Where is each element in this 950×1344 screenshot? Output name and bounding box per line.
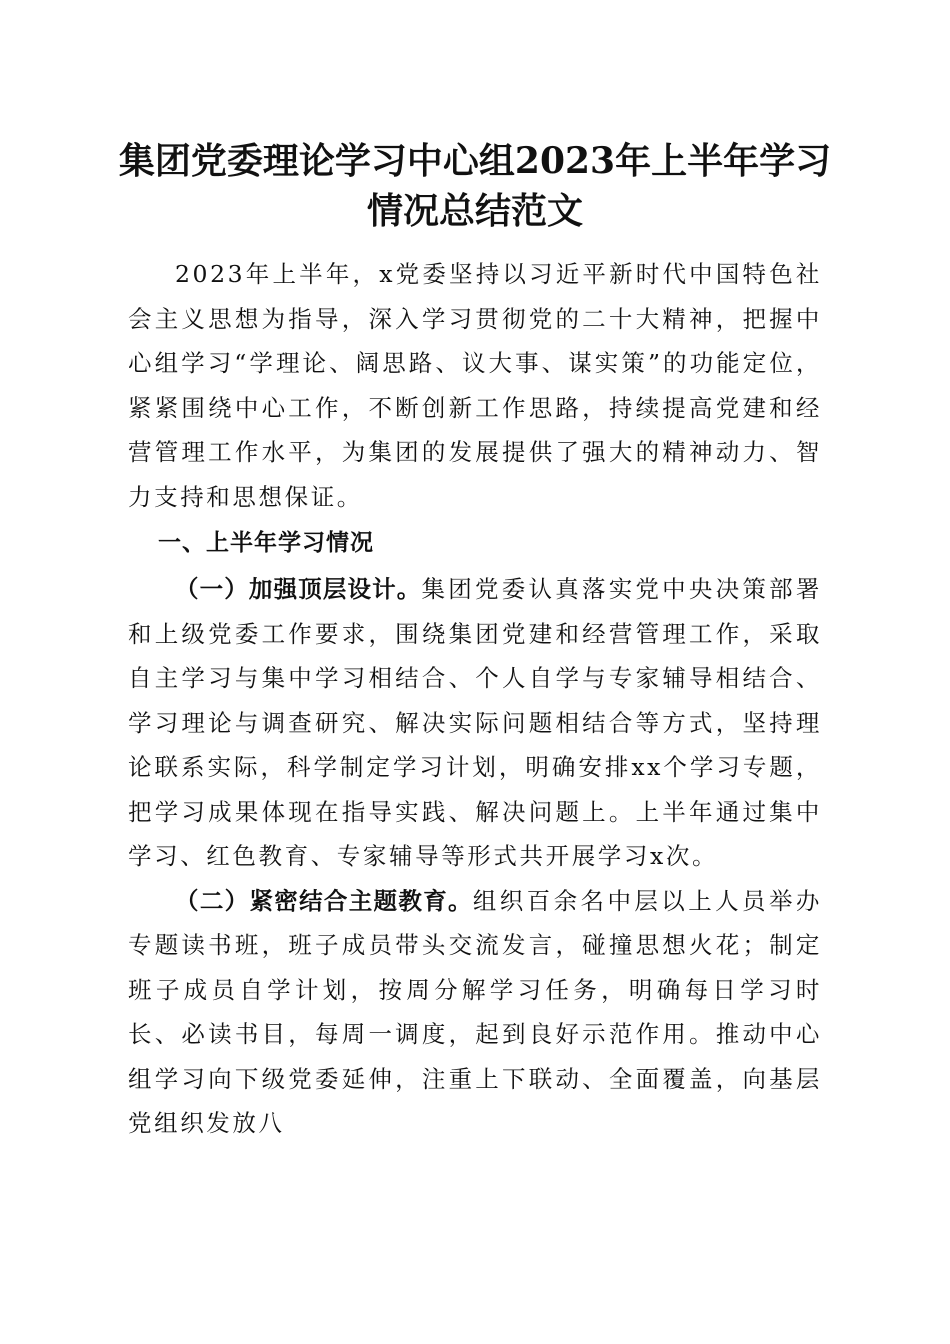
title-line-2: 情况总结范文	[366, 190, 583, 232]
item2-body: 组织百余名中层以上人员举办专题读书班，班子成员带头交流发言，碰撞思想火花；制定班子成员自学计划，按周分解学习任务，明确每日学习时长、必读书目，每周一调度，起到良好示范作用。推动中心组学习向下级党委延伸，注重上下联动、全面覆盖，向基层党组织发放八	[128, 886, 822, 1137]
section-heading-1: 一、上半年学习情况	[158, 530, 374, 556]
intro-paragraph: 2023年上半年，x党委坚持以习近平新时代中国特色社会主义思想为指导，深入学习贯彻党的二十大精神，把握中心组学习“学理论、阔思路、议大事、谋实策”的功能定位，紧紧围绕中心工作，不断创新工作思路，持续提高党建和经营管理工作水平，为集团的发展提供了强大的精神动力、智力支持和思想保证。	[128, 260, 822, 511]
item2-lead: （二）紧密结合主题教育。	[175, 886, 473, 915]
document-title	[100, 136, 850, 236]
item1-lead: （一）加强顶层设计。	[175, 575, 422, 603]
document-body	[128, 252, 822, 1146]
item1-body: 集团党委认真落实党中央决策部署和上级党委工作要求，围绕集团党建和经营管理工作，采取自主学习与集中学习相结合、个人自学与专家辅导相结合、学习理论与调查研究、解决实际问题相结合等方式，坚持理论联系实际，科学制定学习计划，明确安排xx个学习专题，把学习成果体现在指导实践、解决问题上。上半年通过集中学习、红色教育、专家辅导等形式共开展学习x次。	[128, 575, 823, 870]
title-line-1: 集团党委理论学习中心组2023年上半年学习	[118, 140, 832, 182]
section1-item2-paragraph	[128, 879, 822, 1146]
section1-item1-paragraph	[128, 567, 822, 879]
